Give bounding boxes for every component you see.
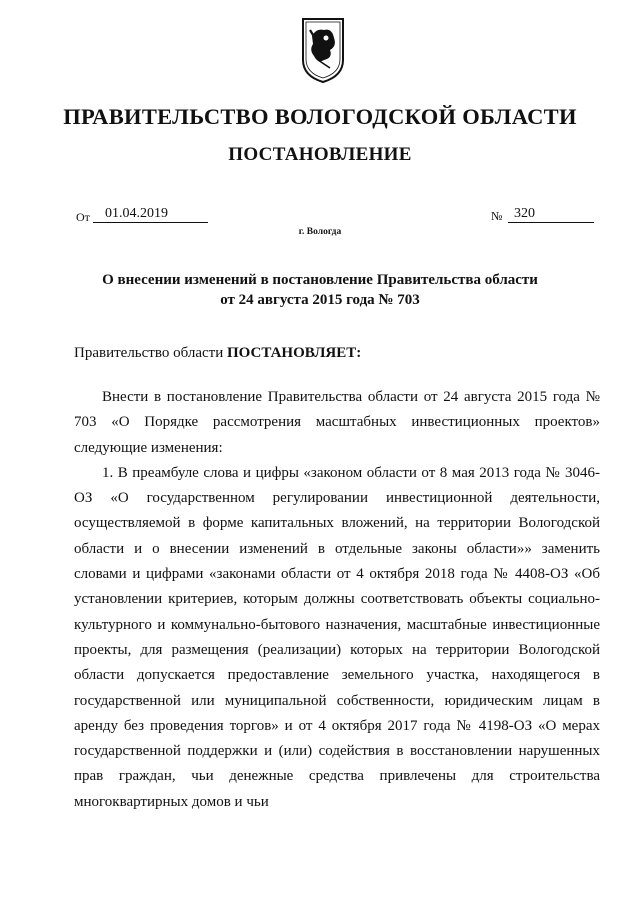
subject-line-2: от 24 августа 2015 года № 703 <box>220 292 420 308</box>
body-paragraph-2: 1. В преамбуле слова и цифры «законом области от 8 мая 2013 года № 3046-ОЗ «О государственном регулировании инвестиционной деятельности, осуществляемой в форме капитальных вложений, на территории Вологодской области и о внесении изменений в отдельные законы области»» заменить словами и цифрами «законами области от 4 октября 2018 года № 4408-ОЗ «Об установлении критериев, которым должны соответствовать объекты социально-культурного и коммунально-бытового назначения, масштабные инвестиционные проекты, для размещения (реализации) которых на территории Вологодской области допускается предоставление земельного участка, находящегося в государственной или муниципальной собственности, юридическим лицам в аренду без проведения торгов» и от 4 октября 2017 года № 4198-ОЗ «О мерах государственной поддержки и (или) содействия в восстановлении нарушенных прав граждан, чьи денежные средства привлечены для строительства многоквартирных домов и чьи <box>74 464 600 810</box>
document-type-title: ПОСТАНОВЛЕНИЕ <box>228 144 412 165</box>
decree-verb: ПОСТАНОВЛЯЕТ: <box>226 345 362 361</box>
body-paragraph-1: Внести в постановление Правительства области от 24 августа 2015 года № 703 «О Порядке рассмотрения масштабных инвестиционных проектов» следующие изменения: <box>74 389 600 456</box>
document-number: 320 <box>508 206 594 223</box>
date-label: От <box>76 210 90 224</box>
subject-line-1: О внесении изменений в постановление Правительства области <box>102 272 538 288</box>
decree-line <box>74 345 361 362</box>
document-body <box>74 385 600 815</box>
document-subject <box>70 270 570 310</box>
decree-prefix: Правительство области <box>74 345 227 361</box>
organization-title: ПРАВИТЕЛЬСТВО ВОЛОГОДСКОЙ ОБЛАСТИ <box>63 104 577 129</box>
coat-of-arms-icon <box>300 16 346 84</box>
number-label: № <box>491 209 503 223</box>
city-label: г. Вологда <box>298 227 342 237</box>
document-date: 01.04.2019 <box>93 206 208 223</box>
